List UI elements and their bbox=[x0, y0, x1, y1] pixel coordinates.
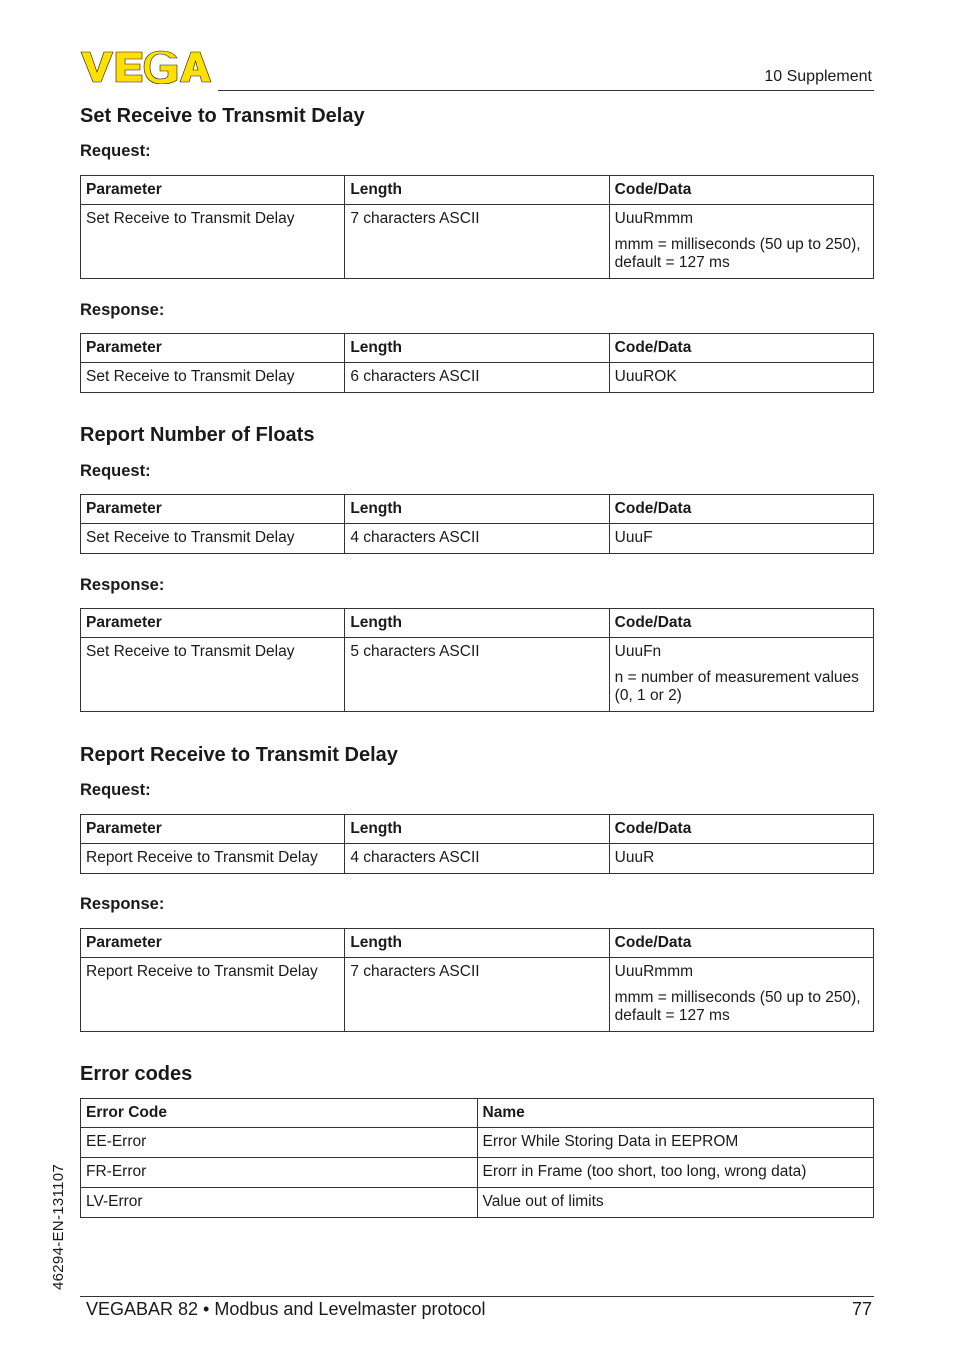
code-note: mmm = milliseconds (50 up to 250), default = 127 ms bbox=[614, 236, 861, 271]
table-row bbox=[81, 363, 874, 393]
response-label: Response: bbox=[80, 301, 165, 319]
code-note: mmm = milliseconds (50 up to 250), default = 127 ms bbox=[614, 989, 861, 1024]
header-parameter: Parameter bbox=[81, 334, 345, 363]
cell-error-name: Value out of limits bbox=[477, 1188, 874, 1218]
response-label: Response: bbox=[80, 576, 165, 594]
response-table bbox=[80, 608, 874, 712]
cell-length: 7 characters ASCII bbox=[345, 205, 609, 279]
header-code: Code/Data bbox=[609, 929, 873, 958]
cell-code: UuuF bbox=[609, 524, 873, 554]
header-length: Length bbox=[345, 815, 609, 844]
code-note: n = number of measurement values (0, 1 or 2) bbox=[614, 669, 859, 704]
response-label: Response: bbox=[80, 895, 165, 913]
header-code: Code/Data bbox=[609, 176, 873, 205]
request-label: Request: bbox=[80, 462, 151, 480]
header-parameter: Parameter bbox=[81, 815, 345, 844]
header-length: Length bbox=[345, 929, 609, 958]
response-table bbox=[80, 333, 874, 393]
cell-parameter: Set Receive to Transmit Delay bbox=[81, 638, 345, 712]
error-codes-table bbox=[80, 1098, 874, 1218]
cell-error-code: FR-Error bbox=[81, 1158, 478, 1188]
header-length: Length bbox=[345, 609, 609, 638]
table-row bbox=[81, 958, 874, 1032]
cell-error-name: Erorr in Frame (too short, too long, wrong data) bbox=[477, 1158, 874, 1188]
section-title: Set Receive to Transmit Delay bbox=[80, 105, 365, 127]
vega-logo bbox=[80, 50, 212, 84]
footer-rule bbox=[80, 1296, 874, 1297]
cell-parameter: Report Receive to Transmit Delay bbox=[81, 958, 345, 1032]
cell-code: UuuROK bbox=[609, 363, 873, 393]
request-label: Request: bbox=[80, 142, 151, 160]
request-label: Request: bbox=[80, 781, 151, 799]
cell-code bbox=[609, 638, 873, 712]
table-row bbox=[81, 524, 874, 554]
header-length: Length bbox=[345, 334, 609, 363]
cell-parameter: Set Receive to Transmit Delay bbox=[81, 524, 345, 554]
cell-error-code: EE-Error bbox=[81, 1128, 478, 1158]
table-row bbox=[81, 844, 874, 874]
table-row bbox=[81, 205, 874, 279]
request-table bbox=[80, 494, 874, 554]
table-row bbox=[81, 638, 874, 712]
code-value: UuuFn bbox=[614, 643, 662, 660]
table-row bbox=[81, 1128, 874, 1158]
cell-parameter: Report Receive to Transmit Delay bbox=[81, 844, 345, 874]
header-parameter: Parameter bbox=[81, 609, 345, 638]
header-rule bbox=[218, 90, 874, 91]
cell-code: UuuR bbox=[609, 844, 873, 874]
header-code: Code/Data bbox=[609, 495, 873, 524]
section-title: Report Receive to Transmit Delay bbox=[80, 744, 398, 766]
header-code: Code/Data bbox=[609, 609, 873, 638]
header-error-code: Error Code bbox=[81, 1099, 478, 1128]
header-length: Length bbox=[345, 495, 609, 524]
document-code: 46294-EN-131107 bbox=[50, 1164, 67, 1290]
request-table bbox=[80, 175, 874, 279]
cell-error-name: Error While Storing Data in EEPROM bbox=[477, 1128, 874, 1158]
table-row bbox=[81, 1158, 874, 1188]
footer-title: VEGABAR 82 • Modbus and Levelmaster protocol bbox=[86, 1299, 486, 1319]
cell-length: 4 characters ASCII bbox=[345, 524, 609, 554]
cell-length: 6 characters ASCII bbox=[345, 363, 609, 393]
section-title: Report Number of Floats bbox=[80, 424, 315, 446]
response-table bbox=[80, 928, 874, 1032]
cell-length: 4 characters ASCII bbox=[345, 844, 609, 874]
header-parameter: Parameter bbox=[81, 929, 345, 958]
cell-code bbox=[609, 958, 873, 1032]
code-value: UuuRmmm bbox=[614, 210, 694, 227]
header-parameter: Parameter bbox=[81, 495, 345, 524]
cell-parameter: Set Receive to Transmit Delay bbox=[81, 205, 345, 279]
cell-error-code: LV-Error bbox=[81, 1188, 478, 1218]
cell-length: 7 characters ASCII bbox=[345, 958, 609, 1032]
header-parameter: Parameter bbox=[81, 176, 345, 205]
cell-code bbox=[609, 205, 873, 279]
header-code: Code/Data bbox=[609, 815, 873, 844]
table-row bbox=[81, 1188, 874, 1218]
header-section-label: 10 Supplement bbox=[764, 68, 872, 85]
code-value: UuuRmmm bbox=[614, 963, 694, 980]
cell-parameter: Set Receive to Transmit Delay bbox=[81, 363, 345, 393]
header-code: Code/Data bbox=[609, 334, 873, 363]
section-title: Error codes bbox=[80, 1063, 193, 1085]
header-name: Name bbox=[477, 1099, 874, 1128]
page-number: 77 bbox=[851, 1299, 872, 1319]
cell-length: 5 characters ASCII bbox=[345, 638, 609, 712]
header-length: Length bbox=[345, 176, 609, 205]
request-table bbox=[80, 814, 874, 874]
